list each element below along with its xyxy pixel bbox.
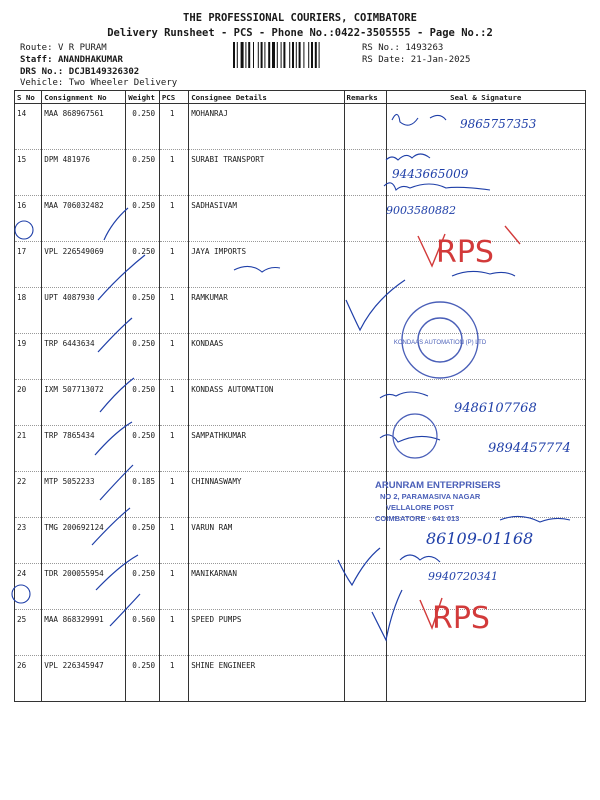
pcs-cell: 1 <box>159 196 188 242</box>
consignment-cell: UPT 4087930 <box>42 288 126 334</box>
col-header-weight: Weight <box>126 91 160 104</box>
seal-signature-cell <box>386 426 585 472</box>
consignee-cell: RAMKUMAR <box>189 288 344 334</box>
seal-signature-cell <box>386 104 585 150</box>
seal-signature-cell <box>386 656 585 702</box>
col-header-sno: S No <box>15 91 42 104</box>
seal-signature-cell <box>386 564 585 610</box>
pcs-cell: 1 <box>159 150 188 196</box>
consignment-cell: VPL 226549069 <box>42 242 126 288</box>
pcs-cell: 1 <box>159 288 188 334</box>
weight-cell: 0.250 <box>126 288 160 334</box>
consignee-cell: SAMPATHKUMAR <box>189 426 344 472</box>
vehicle-line <box>20 78 177 89</box>
rect-stamp-line3: VELLALORE POST <box>386 503 454 512</box>
rs-no-value: 1493263 <box>405 43 444 53</box>
seal-signature-cell <box>386 472 585 518</box>
table-row <box>15 656 586 702</box>
rect-stamp-line4: COIMBATORE - 641 013 <box>375 514 460 523</box>
runsheet-subtitle: Delivery Runsheet - PCS - Phone No.:0422-3505555 - Page No.:2 <box>107 27 493 39</box>
consignment-cell: VPL 226345947 <box>42 656 126 702</box>
sno-cell: 26 <box>15 656 42 702</box>
remarks-cell <box>344 472 386 518</box>
seal-signature-cell <box>386 150 585 196</box>
table-row <box>15 518 586 564</box>
sno-cell: 14 <box>15 104 42 150</box>
consignee-cell: SHINE ENGINEER <box>189 656 344 702</box>
table-row <box>15 196 586 242</box>
sno-cell: 17 <box>15 242 42 288</box>
consignee-cell: VARUN RAM <box>189 518 344 564</box>
weight-cell: 0.250 <box>126 242 160 288</box>
sno-cell: 16 <box>15 196 42 242</box>
handwritten-phone-15: 9443665009 <box>392 167 469 181</box>
consignment-cell: TDR 200055954 <box>42 564 126 610</box>
handwritten-phone-14: 9865757353 <box>460 117 537 131</box>
sno-cell: 18 <box>15 288 42 334</box>
remarks-cell <box>344 196 386 242</box>
consignee-cell: KONDASS AUTOMATION <box>189 380 344 426</box>
sno-cell: 20 <box>15 380 42 426</box>
seal-signature-cell <box>386 242 585 288</box>
table-row <box>15 104 586 150</box>
drs-label: DRS No.: <box>20 67 64 77</box>
runsheet-title: THE PROFESSIONAL COURIERS, COIMBATORE <box>183 12 417 24</box>
weight-cell: 0.250 <box>126 518 160 564</box>
sno-cell: 23 <box>15 518 42 564</box>
table-row <box>15 564 586 610</box>
handwritten-phone-24: 86109-01168 <box>426 529 534 548</box>
vehicle-value: Two Wheeler Delivery <box>68 78 178 88</box>
route-line <box>20 43 107 54</box>
rs-no-label: RS No.: <box>362 43 400 53</box>
table-row <box>15 380 586 426</box>
pcs-cell: 1 <box>159 242 188 288</box>
consignment-cell: DPM 481976 <box>42 150 126 196</box>
pcs-cell: 1 <box>159 518 188 564</box>
consignment-cell: TRP 7865434 <box>42 426 126 472</box>
remarks-cell <box>344 518 386 564</box>
route-value: V R PURAM <box>57 43 107 53</box>
consignment-cell: MTP 5052233 <box>42 472 126 518</box>
seal-signature-cell <box>386 610 585 656</box>
rect-stamp-line2: NO 2, PARAMASIVA NAGAR <box>380 492 481 501</box>
weight-cell: 0.250 <box>126 150 160 196</box>
rs-date-label: RS Date: <box>362 55 406 65</box>
sno-cell: 15 <box>15 150 42 196</box>
route-label: Route: <box>20 43 53 53</box>
remarks-cell <box>344 104 386 150</box>
handwritten-phone-21: 9486107768 <box>454 401 537 416</box>
remarks-cell <box>344 564 386 610</box>
staff-line <box>20 55 123 66</box>
remarks-cell <box>344 380 386 426</box>
rs-date-line <box>362 55 470 66</box>
table-row <box>15 472 586 518</box>
seal-signature-cell <box>386 196 585 242</box>
consignee-cell: SADHASIVAM <box>189 196 344 242</box>
remarks-cell <box>344 610 386 656</box>
pcs-cell: 1 <box>159 610 188 656</box>
sno-cell: 19 <box>15 334 42 380</box>
seal-signature-cell <box>386 380 585 426</box>
pcs-cell: 1 <box>159 472 188 518</box>
handwritten-phone-22: 9894457774 <box>488 441 571 456</box>
consignee-cell: MOHANRAJ <box>189 104 344 150</box>
remarks-cell <box>344 242 386 288</box>
drs-value: DCJB149326302 <box>68 67 140 77</box>
weight-cell: 0.250 <box>126 564 160 610</box>
sno-cell: 25 <box>15 610 42 656</box>
pcs-cell: 1 <box>159 656 188 702</box>
drs-line <box>20 67 139 78</box>
consignee-cell: KONDAAS <box>189 334 344 380</box>
table-row <box>15 334 586 380</box>
consignee-cell: CHINNASWAMY <box>189 472 344 518</box>
pcs-cell: 1 <box>159 104 188 150</box>
weight-cell: 0.560 <box>126 610 160 656</box>
pcs-cell: 1 <box>159 334 188 380</box>
handwritten-phone-25: 9940720341 <box>428 570 498 583</box>
barcode <box>233 42 355 68</box>
handwritten-rps-26: RPS <box>432 601 490 636</box>
table-row <box>15 288 586 334</box>
seal-signature-cell <box>386 518 585 564</box>
consignment-cell: MAA 706032482 <box>42 196 126 242</box>
consignment-cell: MAA 868967561 <box>42 104 126 150</box>
col-header-consignment: Consignment No <box>42 91 126 104</box>
staff-value: ANANDHAKUMAR <box>57 55 123 65</box>
table-row <box>15 426 586 472</box>
remarks-cell <box>344 150 386 196</box>
table-row <box>15 610 586 656</box>
pcs-cell: 1 <box>159 380 188 426</box>
col-header-seal: Seal & Signature <box>386 91 585 104</box>
pcs-cell: 1 <box>159 426 188 472</box>
sno-cell: 21 <box>15 426 42 472</box>
consignee-cell: SURABI TRANSPORT <box>189 150 344 196</box>
sno-cell: 24 <box>15 564 42 610</box>
pcs-cell: 1 <box>159 564 188 610</box>
weight-cell: 0.250 <box>126 426 160 472</box>
weight-cell: 0.250 <box>126 380 160 426</box>
consignment-cell: MAA 868329991 <box>42 610 126 656</box>
col-header-consignee: Consignee Details <box>189 91 344 104</box>
rs-date-value: 21-Jan-2025 <box>410 55 471 65</box>
weight-cell: 0.250 <box>126 104 160 150</box>
vehicle-label: Vehicle: <box>20 78 64 88</box>
rs-no-line <box>362 43 443 54</box>
weight-cell: 0.185 <box>126 472 160 518</box>
col-header-remarks: Remarks <box>344 91 386 104</box>
consignee-cell: MANIKARNAN <box>189 564 344 610</box>
consignee-cell: JAYA IMPORTS <box>189 242 344 288</box>
consignment-cell: TRP 6443634 <box>42 334 126 380</box>
weight-cell: 0.250 <box>126 656 160 702</box>
staff-label: Staff: <box>20 55 53 65</box>
col-header-pcs: PCS <box>159 91 188 104</box>
consignment-cell: TMG 200692124 <box>42 518 126 564</box>
weight-cell: 0.250 <box>126 196 160 242</box>
sno-cell: 22 <box>15 472 42 518</box>
remarks-cell <box>344 334 386 380</box>
remarks-cell <box>344 288 386 334</box>
remarks-cell <box>344 656 386 702</box>
seal-signature-cell <box>386 288 585 334</box>
handwritten-rps-17: RPS <box>436 235 494 270</box>
remarks-cell <box>344 426 386 472</box>
rect-stamp-line1: ARUNRAM ENTERPRISERS <box>375 480 501 491</box>
table-row <box>15 150 586 196</box>
seal-signature-cell <box>386 334 585 380</box>
handwritten-phone-16: 9003580882 <box>386 204 456 217</box>
runsheet-table <box>14 90 586 702</box>
table-row <box>15 242 586 288</box>
consignee-cell: SPEED PUMPS <box>189 610 344 656</box>
weight-cell: 0.250 <box>126 334 160 380</box>
consignment-cell: IXM 507713072 <box>42 380 126 426</box>
table-header-row <box>15 91 586 104</box>
round-stamp-text: KONDAAS AUTOMATION (P) LTD <box>393 340 487 346</box>
